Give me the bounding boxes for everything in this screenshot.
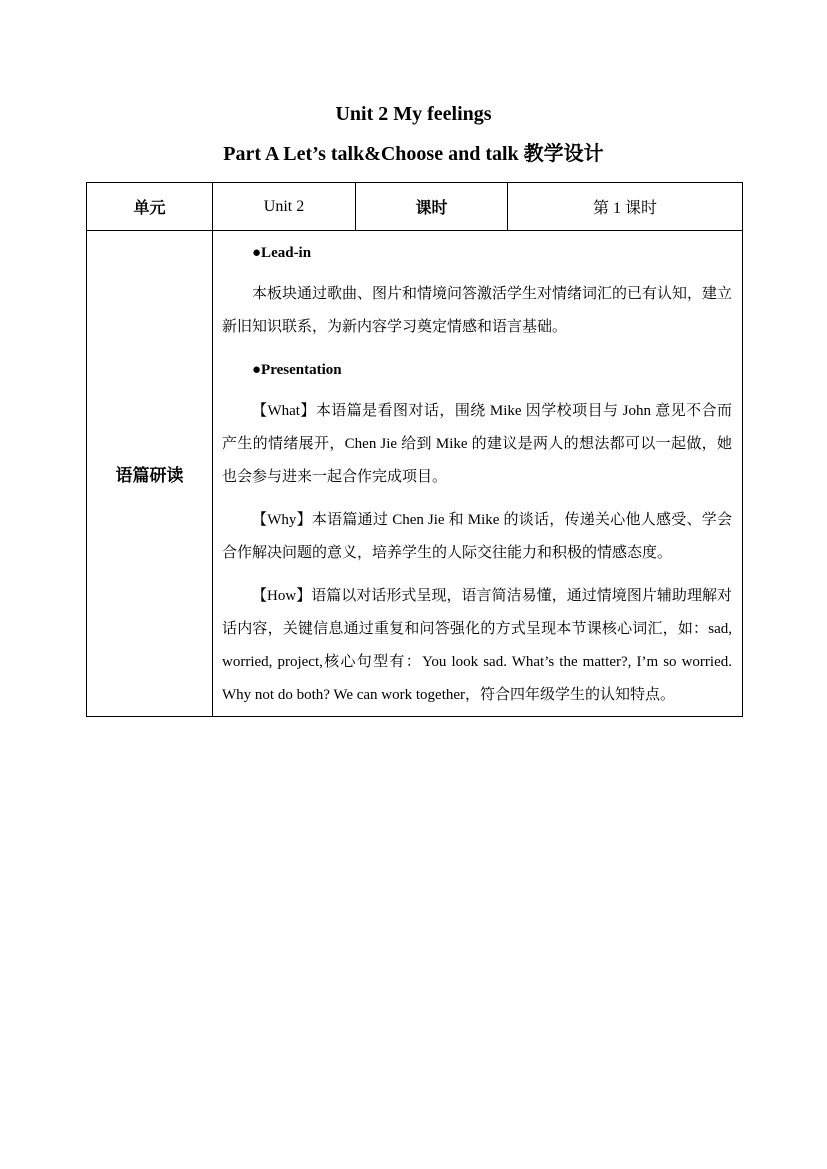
leadin-paragraph: 本板块通过歌曲、图片和情境问答激活学生对情绪词汇的已有认知，建立新旧知识联系，为新内容学习奠定情感和语言基础。 [222,286,733,335]
document-subtitle: Part A Let’s talk&Choose and talk 教学设计 [223,143,604,165]
why-paragraph: 【Why】本语篇通过 Chen Jie 和 Mike 的谈话，传递关心他人感受、学会合作解决问题的意义，培养学生的人际交往能力和积极的情感态度。 [222,512,732,561]
lesson-plan-table [86,182,743,717]
leadin-heading: ●Lead-in [252,245,312,261]
analysis-content-cell [213,231,743,717]
how-paragraph: 【How】语篇以对话形式呈现，语言简洁易懂，通过情境图片辅助理解对话内容，关键信息通过重复和问答强化的方式呈现本节课核心词汇，如：sad, worried, project,核心句型有：You look sad. What’s the matter?, I’m so worried. Why not do both? We can work together，符合四年级学生的认知特点。 [222,588,732,703]
period-label-cell: 课时 [356,183,508,231]
document-title: Unit 2 My feelings [335,103,492,125]
what-paragraph: 【What】本语篇是看图对话，围绕 Mike 因学校项目与 John 意见不合而产生的情绪展开，Chen Jie 给到 Mike 的建议是两人的想法都可以一起做，她也会参与进来一起合作完成项目。 [222,403,732,485]
presentation-heading: ●Presentation [252,362,342,378]
header-row [87,183,743,231]
analysis-label-cell: 语篇研读 [87,231,213,717]
unit-value-cell: Unit 2 [213,183,356,231]
analysis-row [87,231,743,717]
unit-label-cell: 单元 [87,183,213,231]
period-value-cell: 第 1 课时 [508,183,743,231]
